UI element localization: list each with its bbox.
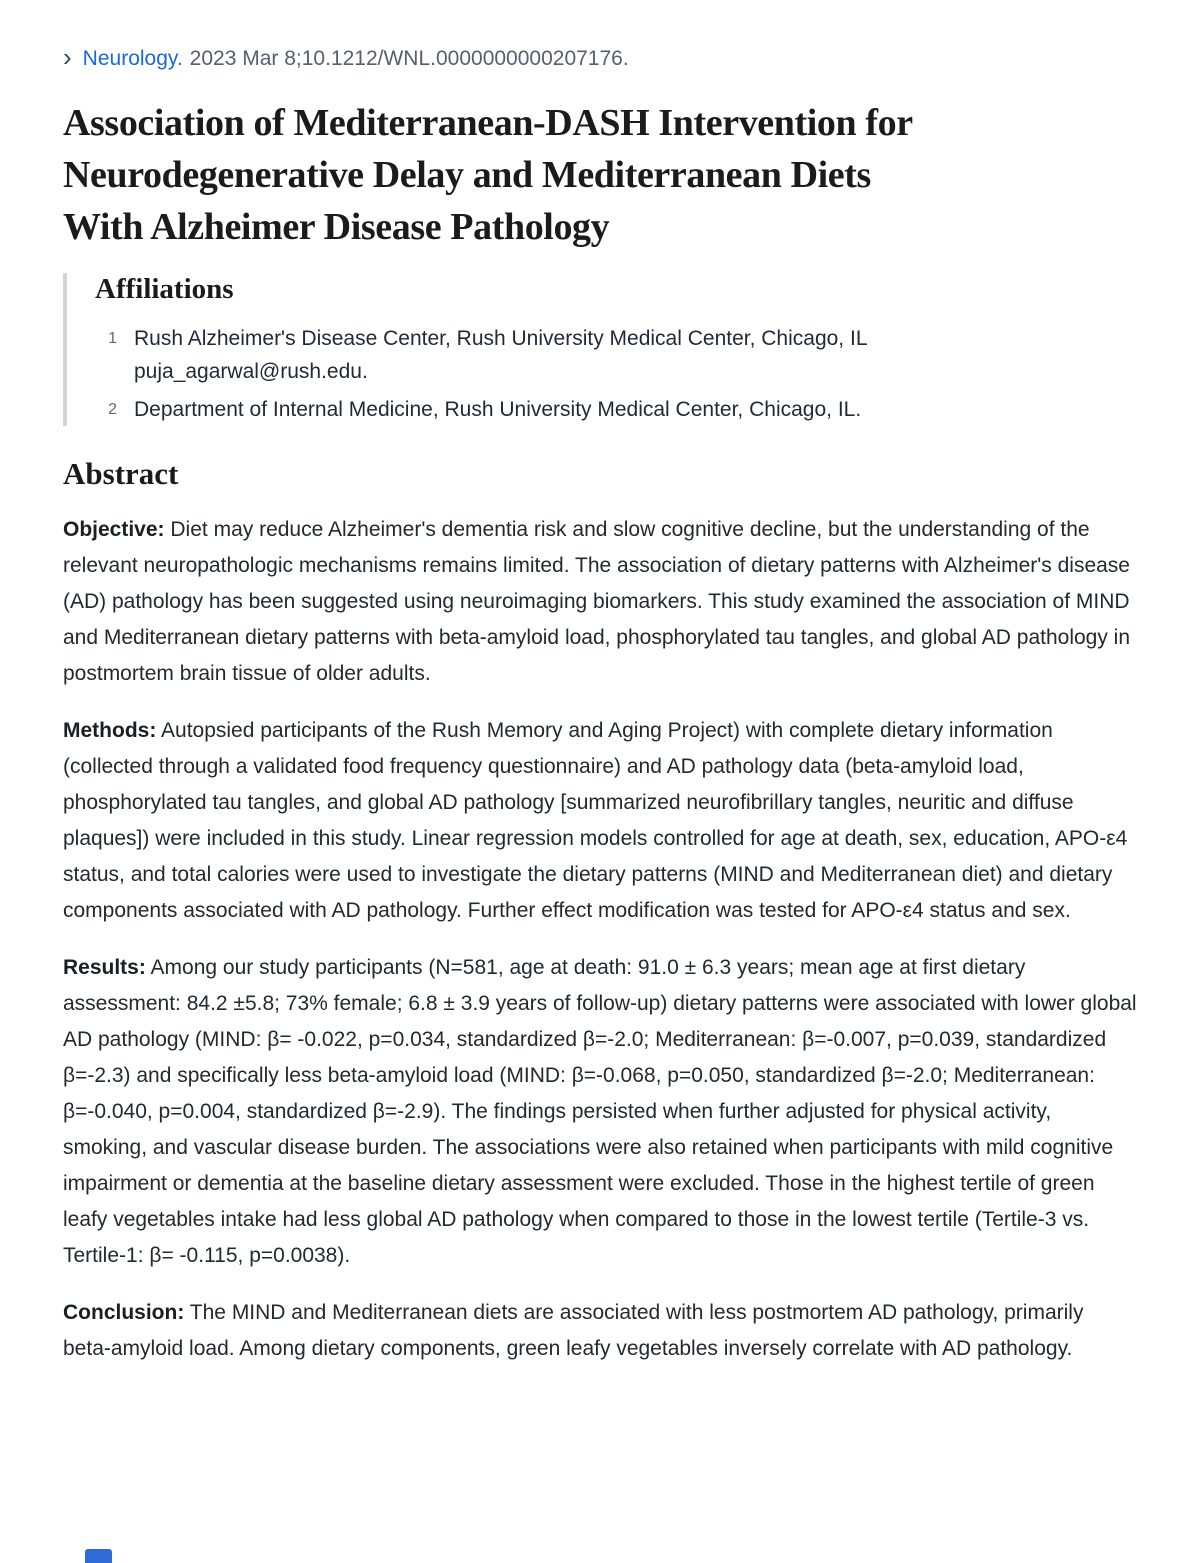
- abstract-heading: Abstract: [63, 455, 179, 491]
- abstract-results-paragraph: [63, 950, 1137, 1274]
- affiliation-item: [105, 393, 1137, 426]
- article-title-line-2: Neurodegenerative Delay and Mediterranean Diets: [63, 153, 871, 196]
- affiliation-number: 1: [108, 329, 117, 347]
- affiliation-item: [105, 322, 1137, 388]
- affiliations-heading: Affiliations: [95, 272, 234, 305]
- conclusion-text: The MIND and Mediterranean diets are associated with less postmortem AD pathology, primarily beta-amyloid load. Among dietary components, green leafy vegetables inversely correlate with AD pathology.: [63, 1300, 1084, 1360]
- affiliation-number: 2: [108, 400, 117, 418]
- results-label: Results:: [63, 955, 146, 979]
- affiliations-list: [95, 322, 1137, 426]
- citation-details: 2023 Mar 8;10.1212/WNL.0000000000207176.: [189, 47, 629, 70]
- article-title-line-1: Association of Mediterranean-DASH Intervention for: [63, 101, 913, 144]
- article-title: [63, 97, 1137, 253]
- article-title-line-3: With Alzheimer Disease Pathology: [63, 205, 610, 248]
- objective-label: Objective:: [63, 517, 165, 541]
- citation-line: [63, 40, 1137, 74]
- methods-label: Methods:: [63, 718, 157, 742]
- objective-text: Diet may reduce Alzheimer's dementia risk and slow cognitive decline, but the understanding of the relevant neuropathologic mechanisms remains limited. The association of dietary patterns with Alzheimer's disease (AD) pathology has been suggested using neuroimaging biomarkers. This study examined the association of MIND and Mediterranean dietary patterns with beta-amyloid load, phosphorylated tau tangles, and global AD pathology in postmortem brain tissue of older adults.: [63, 517, 1131, 685]
- affiliation-text: Rush Alzheimer's Disease Center, Rush University Medical Center, Chicago, IL puja_agarwal@rush.edu.: [134, 326, 867, 383]
- abstract-conclusion-paragraph: [63, 1295, 1137, 1367]
- methods-text: Autopsied participants of the Rush Memory and Aging Project) with complete dietary information (collected through a validated food frequency questionnaire) and AD pathology data (beta-amyloid load, phosphorylated tau tangles, and global AD pathology [summarized neurofibrillary tangles, neuritic and diffuse plaques]) were included in this study. Linear regression models controlled for age at death, sex, education, APO-ε4 status, and total calories were used to investigate the dietary patterns (MIND and Mediterranean diet) and dietary components associated with AD pathology. Further effect modification was tested for APO-ε4 status and sex.: [63, 718, 1128, 922]
- affiliations-block: [63, 273, 1137, 426]
- chevron-right-icon[interactable]: ›: [63, 42, 72, 72]
- journal-link[interactable]: Neurology.: [82, 47, 183, 70]
- full-text-link-partial[interactable]: [85, 1549, 112, 1563]
- abstract-methods-paragraph: [63, 713, 1137, 929]
- conclusion-label: Conclusion:: [63, 1300, 185, 1324]
- results-text: Among our study participants (N=581, age at death: 91.0 ± 6.3 years; mean age at first dietary assessment: 84.2 ±5.8; 73% female; 6.8 ± 3.9 years of follow-up) dietary patterns were associated with lower global AD pathology (MIND: β= -0.022, p=0.034, standardized β=-2.0; Mediterranean: β=-0.007, p=0.039, standardized β=-2.3) and specifically less beta-amyloid load (MIND: β=-0.068, p=0.050, standardized β=-2.0; Mediterranean: β=-0.040, p=0.004, standardized β=-2.9). The findings persisted when further adjusted for physical activity, smoking, and vascular disease burden. The associations were also retained when participants with mild cognitive impairment or dementia at the baseline dietary assessment were excluded. Those in the highest tertile of green leafy vegetables intake had less global AD pathology when compared to those in the lowest tertile (Tertile-3 vs. Tertile-1: β= -0.115, p=0.0038).: [63, 955, 1137, 1267]
- affiliation-text: Department of Internal Medicine, Rush University Medical Center, Chicago, IL.: [134, 397, 862, 421]
- abstract-objective-paragraph: [63, 512, 1137, 692]
